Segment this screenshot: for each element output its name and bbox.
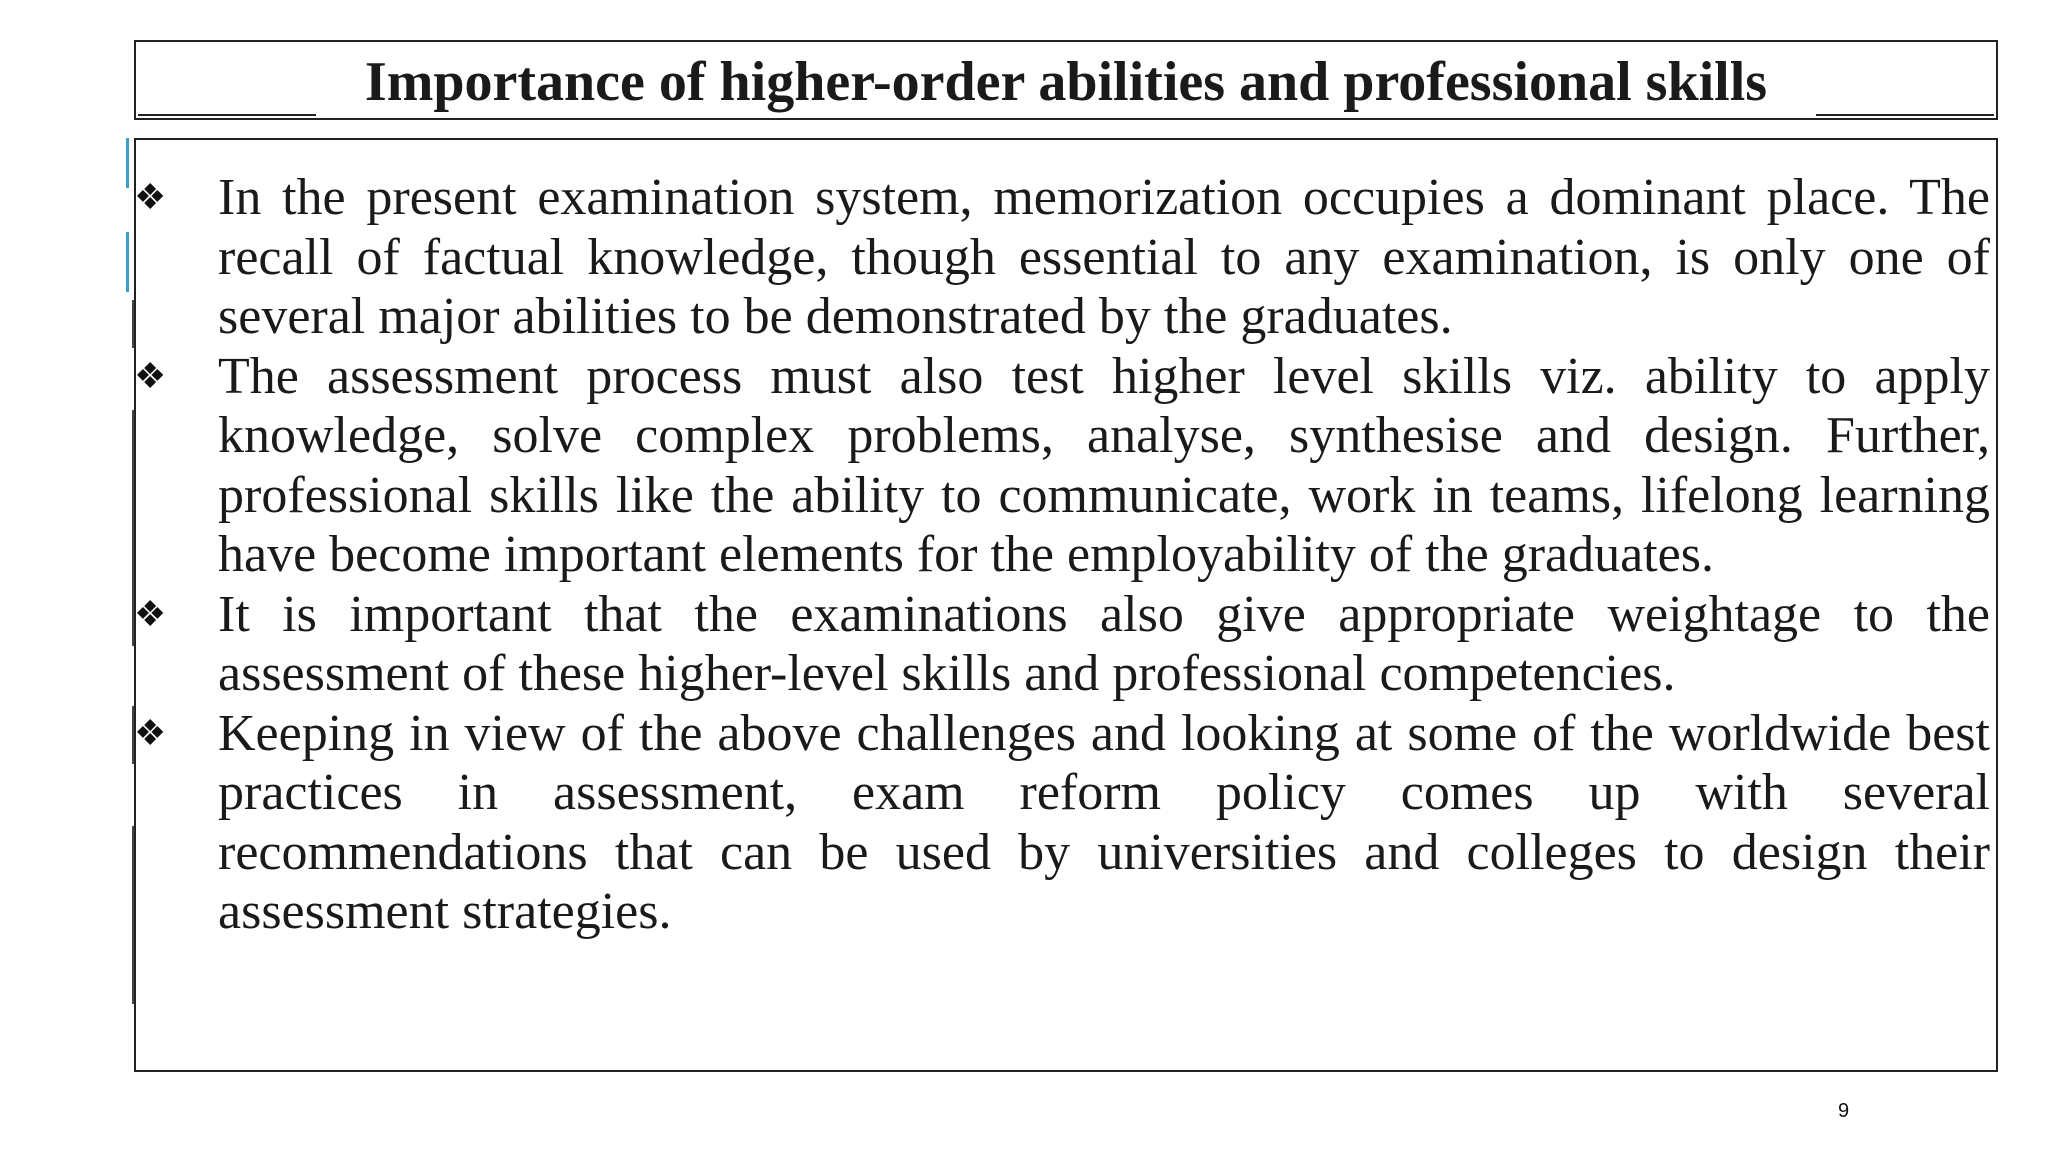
accent-bar: [126, 232, 129, 292]
slide-title: Importance of higher-order abilities and professional skills: [364, 51, 1768, 113]
accent-bar: [126, 138, 129, 188]
diamond-bullet-icon: ❖: [134, 355, 167, 396]
diamond-bullet-icon: ❖: [134, 177, 167, 217]
bullet-item: [134, 347, 1990, 585]
title-box: [134, 40, 1998, 120]
page-number: 9: [1838, 1100, 1850, 1122]
bullet-text: Keeping in view of the above challenges and looking at some of the worldwide best practices in assessment, exam reform policy comes up with several recommendations that can be used by universities and colleges to design their assessment strategies.: [218, 704, 1990, 940]
diamond-bullet-icon: ❖: [134, 712, 167, 753]
bullet-list: [134, 168, 1990, 942]
bullet-text: In the present examination system, memorization occupies a dominant place. The recall of factual knowledge, though essential to any examination, is only one of several major abilities to be demonstrated by the graduates.: [218, 169, 1990, 345]
bullet-item: [134, 704, 1990, 942]
bullet-text: The assessment process must also test higher level skills viz. ability to apply knowledge, solve complex problems, analyse, synthesise and design. Further, professional skills like the ability to communicate, work in teams, lifelong learning have become important elements for the employability of the graduates.: [218, 347, 1990, 583]
diamond-bullet-icon: ❖: [134, 593, 167, 634]
bullet-text: It is important that the examinations also give appropriate weightage to the assessment of these higher-level skills and professional competencies.: [218, 585, 1990, 702]
bullet-item: [134, 585, 1990, 704]
bullet-item: [134, 168, 1990, 347]
